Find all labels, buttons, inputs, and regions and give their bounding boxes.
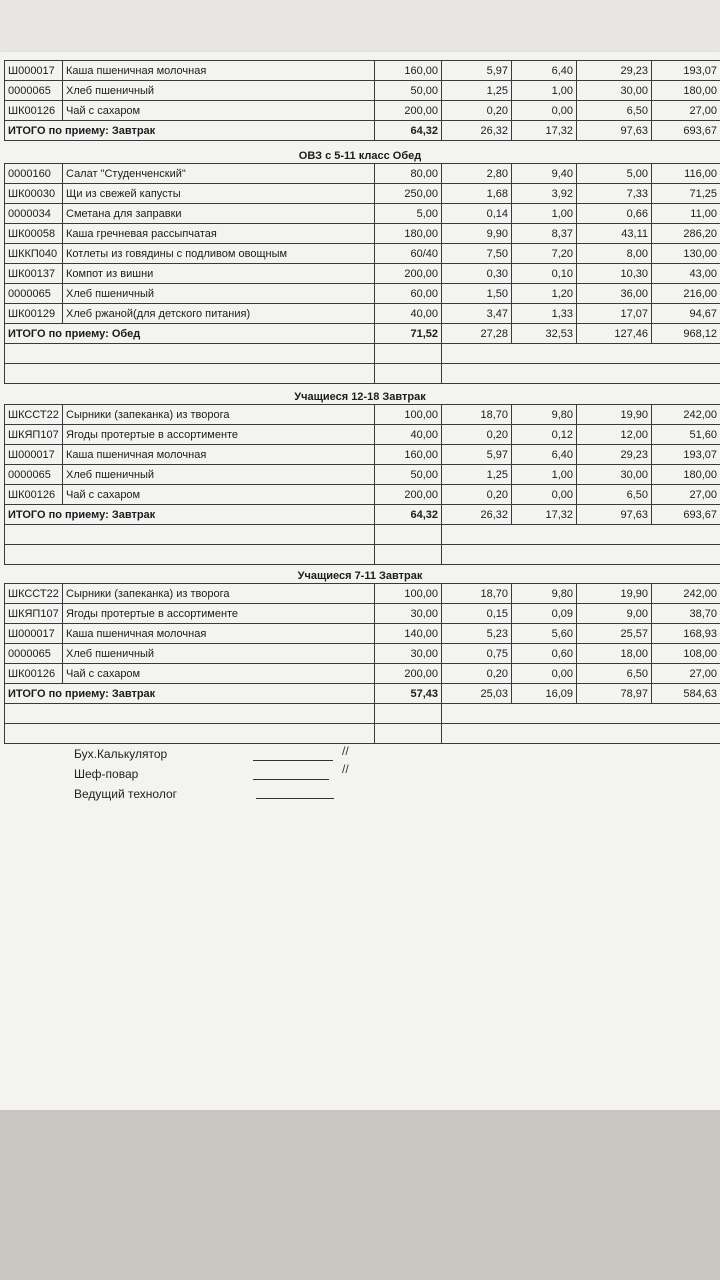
cell-fat: 6,40 bbox=[512, 445, 577, 465]
cell-fat: 0,00 bbox=[512, 101, 577, 121]
total-weight: 71,52 bbox=[375, 324, 442, 344]
signature-label-chef: Шеф-повар bbox=[74, 767, 139, 781]
cell-protein: 1,68 bbox=[442, 184, 512, 204]
cell-protein: 1,25 bbox=[442, 465, 512, 485]
total-row bbox=[5, 684, 720, 704]
total-fat: 17,32 bbox=[512, 121, 577, 141]
cell-protein: 0,20 bbox=[442, 664, 512, 684]
cell-weight: 200,00 bbox=[375, 264, 442, 284]
cell-code: 0000160 bbox=[5, 164, 63, 184]
menu-row bbox=[5, 445, 720, 465]
menu-row bbox=[5, 425, 720, 445]
cell-protein: 18,70 bbox=[442, 584, 512, 604]
menu-row bbox=[5, 204, 720, 224]
menu-row bbox=[5, 264, 720, 284]
cell-protein: 0,15 bbox=[442, 604, 512, 624]
total-kcal: 584,63 bbox=[652, 684, 720, 704]
menu-row bbox=[5, 101, 720, 121]
cell-protein: 0,30 bbox=[442, 264, 512, 284]
section-title-ovz-lunch: ОВЗ с 5-11 класс Обед bbox=[298, 150, 422, 162]
cell-name: Каша пшеничная молочная bbox=[63, 624, 375, 644]
total-fat: 17,32 bbox=[512, 505, 577, 525]
total-protein: 27,28 bbox=[442, 324, 512, 344]
cell-carbs: 19,90 bbox=[577, 584, 652, 604]
cell-weight: 30,00 bbox=[375, 604, 442, 624]
menu-table-7-11-breakfast bbox=[4, 583, 720, 744]
cell-code: ШКССТ22 bbox=[5, 584, 63, 604]
cell-carbs: 25,57 bbox=[577, 624, 652, 644]
cell-name: Компот из вишни bbox=[63, 264, 375, 284]
cell-kcal: 27,00 bbox=[652, 485, 720, 505]
cell-fat: 1,20 bbox=[512, 284, 577, 304]
cell-protein: 0,14 bbox=[442, 204, 512, 224]
signature-line-chef bbox=[253, 779, 329, 780]
cell-fat: 0,09 bbox=[512, 604, 577, 624]
cell-code: 0000034 bbox=[5, 204, 63, 224]
cell-code: Ш000017 bbox=[5, 445, 63, 465]
signature-label-technologist: Ведущий технолог bbox=[74, 787, 178, 801]
cell-name: Хлеб пшеничный bbox=[63, 284, 375, 304]
cell-code: 0000065 bbox=[5, 644, 63, 664]
cell-fat: 1,33 bbox=[512, 304, 577, 324]
cell-fat: 0,10 bbox=[512, 264, 577, 284]
cell-carbs: 6,50 bbox=[577, 485, 652, 505]
cell-fat: 0,00 bbox=[512, 664, 577, 684]
background-bottom bbox=[0, 1110, 720, 1280]
total-protein: 26,32 bbox=[442, 121, 512, 141]
total-protein: 26,32 bbox=[442, 505, 512, 525]
cell-kcal: 216,00 bbox=[652, 284, 720, 304]
menu-table-breakfast-top bbox=[4, 60, 720, 141]
cell-fat: 8,37 bbox=[512, 224, 577, 244]
cell-fat: 0,00 bbox=[512, 485, 577, 505]
cell-protein: 5,97 bbox=[442, 61, 512, 81]
blank-cell bbox=[375, 364, 442, 384]
cell-kcal: 51,60 bbox=[652, 425, 720, 445]
cell-weight: 80,00 bbox=[375, 164, 442, 184]
cell-code: ШК00030 bbox=[5, 184, 63, 204]
total-row bbox=[5, 324, 720, 344]
cell-protein: 1,50 bbox=[442, 284, 512, 304]
total-kcal: 693,67 bbox=[652, 121, 720, 141]
menu-row bbox=[5, 465, 720, 485]
cell-protein: 1,25 bbox=[442, 81, 512, 101]
cell-name: Ягоды протертые в ассортименте bbox=[63, 604, 375, 624]
menu-row bbox=[5, 244, 720, 264]
cell-fat: 3,92 bbox=[512, 184, 577, 204]
cell-fat: 0,60 bbox=[512, 644, 577, 664]
cell-weight: 60,00 bbox=[375, 284, 442, 304]
cell-weight: 50,00 bbox=[375, 465, 442, 485]
total-kcal: 693,67 bbox=[652, 505, 720, 525]
cell-name: Хлеб пшеничный bbox=[63, 644, 375, 664]
total-label: ИТОГО по приему: Завтрак bbox=[5, 684, 375, 704]
cell-carbs: 30,00 bbox=[577, 465, 652, 485]
cell-name: Сметана для заправки bbox=[63, 204, 375, 224]
menu-table-12-18-breakfast bbox=[4, 404, 720, 565]
cell-kcal: 27,00 bbox=[652, 664, 720, 684]
cell-protein: 5,23 bbox=[442, 624, 512, 644]
blank-cell bbox=[375, 344, 442, 364]
cell-weight: 160,00 bbox=[375, 445, 442, 465]
cell-code: 0000065 bbox=[5, 284, 63, 304]
cell-weight: 100,00 bbox=[375, 584, 442, 604]
cell-fat: 1,00 bbox=[512, 81, 577, 101]
cell-name: Чай с сахаром bbox=[63, 664, 375, 684]
cell-weight: 160,00 bbox=[375, 61, 442, 81]
cell-name: Каша пшеничная молочная bbox=[63, 61, 375, 81]
cell-fat: 9,80 bbox=[512, 405, 577, 425]
cell-fat: 1,00 bbox=[512, 465, 577, 485]
menu-row bbox=[5, 604, 720, 624]
blank-cell bbox=[442, 344, 720, 364]
cell-name: Каша гречневая рассыпчатая bbox=[63, 224, 375, 244]
cell-kcal: 108,00 bbox=[652, 644, 720, 664]
cell-code: Ш000017 bbox=[5, 624, 63, 644]
cell-kcal: 180,00 bbox=[652, 465, 720, 485]
total-label: ИТОГО по приему: Обед bbox=[5, 324, 375, 344]
cell-protein: 0,20 bbox=[442, 485, 512, 505]
cell-fat: 0,12 bbox=[512, 425, 577, 445]
blank-cell bbox=[5, 704, 375, 724]
total-fat: 32,53 bbox=[512, 324, 577, 344]
cell-name: Хлеб ржаной(для детского питания) bbox=[63, 304, 375, 324]
total-weight: 57,43 bbox=[375, 684, 442, 704]
signature-line-accountant bbox=[253, 760, 333, 761]
cell-carbs: 29,23 bbox=[577, 61, 652, 81]
cell-fat: 6,40 bbox=[512, 61, 577, 81]
cell-fat: 9,80 bbox=[512, 584, 577, 604]
menu-row bbox=[5, 405, 720, 425]
blank-cell bbox=[5, 545, 375, 565]
cell-kcal: 242,00 bbox=[652, 584, 720, 604]
blank-cell bbox=[442, 545, 720, 565]
cell-carbs: 10,30 bbox=[577, 264, 652, 284]
total-label: ИТОГО по приему: Завтрак bbox=[5, 121, 375, 141]
cell-code: ШК00129 bbox=[5, 304, 63, 324]
cell-kcal: 71,25 bbox=[652, 184, 720, 204]
cell-name: Каша пшеничная молочная bbox=[63, 445, 375, 465]
cell-code: Ш000017 bbox=[5, 61, 63, 81]
blank-cell bbox=[5, 364, 375, 384]
menu-row bbox=[5, 284, 720, 304]
cell-weight: 180,00 bbox=[375, 224, 442, 244]
blank-cell bbox=[442, 364, 720, 384]
cell-carbs: 6,50 bbox=[577, 101, 652, 121]
cell-code: ШК00126 bbox=[5, 485, 63, 505]
cell-weight: 60/40 bbox=[375, 244, 442, 264]
cell-carbs: 6,50 bbox=[577, 664, 652, 684]
total-carbs: 127,46 bbox=[577, 324, 652, 344]
menu-row bbox=[5, 184, 720, 204]
cell-code: 0000065 bbox=[5, 81, 63, 101]
cell-name: Ягоды протертые в ассортименте bbox=[63, 425, 375, 445]
cell-weight: 40,00 bbox=[375, 425, 442, 445]
cell-code: ШК00126 bbox=[5, 664, 63, 684]
cell-carbs: 7,33 bbox=[577, 184, 652, 204]
cell-carbs: 18,00 bbox=[577, 644, 652, 664]
cell-carbs: 0,66 bbox=[577, 204, 652, 224]
cell-fat: 9,40 bbox=[512, 164, 577, 184]
signature-label-accountant: Бух.Калькулятор bbox=[74, 747, 168, 761]
cell-carbs: 29,23 bbox=[577, 445, 652, 465]
cell-protein: 5,97 bbox=[442, 445, 512, 465]
signature-line-technologist bbox=[256, 798, 334, 799]
cell-kcal: 94,67 bbox=[652, 304, 720, 324]
signature-mark-accountant: // bbox=[342, 744, 349, 758]
cell-kcal: 168,93 bbox=[652, 624, 720, 644]
cell-weight: 30,00 bbox=[375, 644, 442, 664]
cell-carbs: 36,00 bbox=[577, 284, 652, 304]
cell-carbs: 12,00 bbox=[577, 425, 652, 445]
cell-weight: 250,00 bbox=[375, 184, 442, 204]
total-fat: 16,09 bbox=[512, 684, 577, 704]
cell-carbs: 19,90 bbox=[577, 405, 652, 425]
menu-row bbox=[5, 61, 720, 81]
total-row bbox=[5, 505, 720, 525]
cell-kcal: 27,00 bbox=[652, 101, 720, 121]
cell-protein: 3,47 bbox=[442, 304, 512, 324]
cell-carbs: 30,00 bbox=[577, 81, 652, 101]
blank-cell bbox=[442, 525, 720, 545]
cell-weight: 200,00 bbox=[375, 485, 442, 505]
cell-protein: 0,20 bbox=[442, 425, 512, 445]
blank-row bbox=[5, 364, 720, 384]
total-carbs: 78,97 bbox=[577, 684, 652, 704]
blank-row bbox=[5, 704, 720, 724]
blank-cell bbox=[442, 724, 720, 744]
menu-row bbox=[5, 224, 720, 244]
section-title-12-18-breakfast: Учащиеся 12-18 Завтрак bbox=[294, 391, 426, 403]
cell-name: Салат "Студенченский" bbox=[63, 164, 375, 184]
cell-code: ШК00058 bbox=[5, 224, 63, 244]
cell-code: ШКЯП107 bbox=[5, 604, 63, 624]
total-row bbox=[5, 121, 720, 141]
cell-protein: 0,20 bbox=[442, 101, 512, 121]
blank-row bbox=[5, 724, 720, 744]
cell-carbs: 8,00 bbox=[577, 244, 652, 264]
blank-cell bbox=[5, 525, 375, 545]
cell-code: ШК00126 bbox=[5, 101, 63, 121]
cell-weight: 50,00 bbox=[375, 81, 442, 101]
blank-cell bbox=[5, 344, 375, 364]
menu-row bbox=[5, 485, 720, 505]
cell-protein: 9,90 bbox=[442, 224, 512, 244]
cell-carbs: 9,00 bbox=[577, 604, 652, 624]
cell-code: ШКЯП107 bbox=[5, 425, 63, 445]
cell-fat: 1,00 bbox=[512, 204, 577, 224]
cell-weight: 200,00 bbox=[375, 101, 442, 121]
cell-weight: 40,00 bbox=[375, 304, 442, 324]
cell-fat: 7,20 bbox=[512, 244, 577, 264]
cell-name: Хлеб пшеничный bbox=[63, 81, 375, 101]
blank-cell bbox=[375, 525, 442, 545]
cell-weight: 200,00 bbox=[375, 664, 442, 684]
cell-carbs: 17,07 bbox=[577, 304, 652, 324]
cell-kcal: 286,20 bbox=[652, 224, 720, 244]
cell-name: Чай с сахаром bbox=[63, 101, 375, 121]
background-top bbox=[0, 0, 720, 52]
menu-row bbox=[5, 164, 720, 184]
menu-row bbox=[5, 624, 720, 644]
blank-cell bbox=[375, 545, 442, 565]
cell-name: Чай с сахаром bbox=[63, 485, 375, 505]
menu-row bbox=[5, 304, 720, 324]
cell-code: 0000065 bbox=[5, 465, 63, 485]
cell-name: Хлеб пшеничный bbox=[63, 465, 375, 485]
cell-kcal: 11,00 bbox=[652, 204, 720, 224]
total-weight: 64,32 bbox=[375, 121, 442, 141]
signature-mark-chef: // bbox=[342, 762, 349, 776]
cell-carbs: 5,00 bbox=[577, 164, 652, 184]
cell-protein: 0,75 bbox=[442, 644, 512, 664]
menu-row bbox=[5, 584, 720, 604]
cell-protein: 2,80 bbox=[442, 164, 512, 184]
cell-kcal: 43,00 bbox=[652, 264, 720, 284]
menu-row bbox=[5, 81, 720, 101]
cell-code: ШК00137 bbox=[5, 264, 63, 284]
blank-cell bbox=[375, 704, 442, 724]
menu-row bbox=[5, 644, 720, 664]
cell-fat: 5,60 bbox=[512, 624, 577, 644]
blank-row bbox=[5, 525, 720, 545]
total-kcal: 968,12 bbox=[652, 324, 720, 344]
total-label: ИТОГО по приему: Завтрак bbox=[5, 505, 375, 525]
cell-kcal: 38,70 bbox=[652, 604, 720, 624]
cell-code: ШККП040 bbox=[5, 244, 63, 264]
total-weight: 64,32 bbox=[375, 505, 442, 525]
cell-kcal: 116,00 bbox=[652, 164, 720, 184]
cell-kcal: 180,00 bbox=[652, 81, 720, 101]
cell-weight: 140,00 bbox=[375, 624, 442, 644]
blank-cell bbox=[375, 724, 442, 744]
total-carbs: 97,63 bbox=[577, 121, 652, 141]
blank-cell bbox=[442, 704, 720, 724]
cell-kcal: 193,07 bbox=[652, 445, 720, 465]
menu-table-ovz-lunch bbox=[4, 163, 720, 384]
section-title-7-11-breakfast: Учащиеся 7-11 Завтрак bbox=[297, 570, 423, 582]
cell-name: Сырники (запеканка) из творога bbox=[63, 584, 375, 604]
blank-row bbox=[5, 545, 720, 565]
cell-protein: 18,70 bbox=[442, 405, 512, 425]
cell-name: Щи из свежей капусты bbox=[63, 184, 375, 204]
cell-weight: 5,00 bbox=[375, 204, 442, 224]
cell-protein: 7,50 bbox=[442, 244, 512, 264]
total-carbs: 97,63 bbox=[577, 505, 652, 525]
menu-row bbox=[5, 664, 720, 684]
cell-kcal: 193,07 bbox=[652, 61, 720, 81]
blank-row bbox=[5, 344, 720, 364]
total-protein: 25,03 bbox=[442, 684, 512, 704]
cell-kcal: 130,00 bbox=[652, 244, 720, 264]
cell-carbs: 43,11 bbox=[577, 224, 652, 244]
cell-name: Сырники (запеканка) из творога bbox=[63, 405, 375, 425]
cell-name: Котлеты из говядины с подливом овощным bbox=[63, 244, 375, 264]
cell-weight: 100,00 bbox=[375, 405, 442, 425]
cell-code: ШКССТ22 bbox=[5, 405, 63, 425]
cell-kcal: 242,00 bbox=[652, 405, 720, 425]
blank-cell bbox=[5, 724, 375, 744]
